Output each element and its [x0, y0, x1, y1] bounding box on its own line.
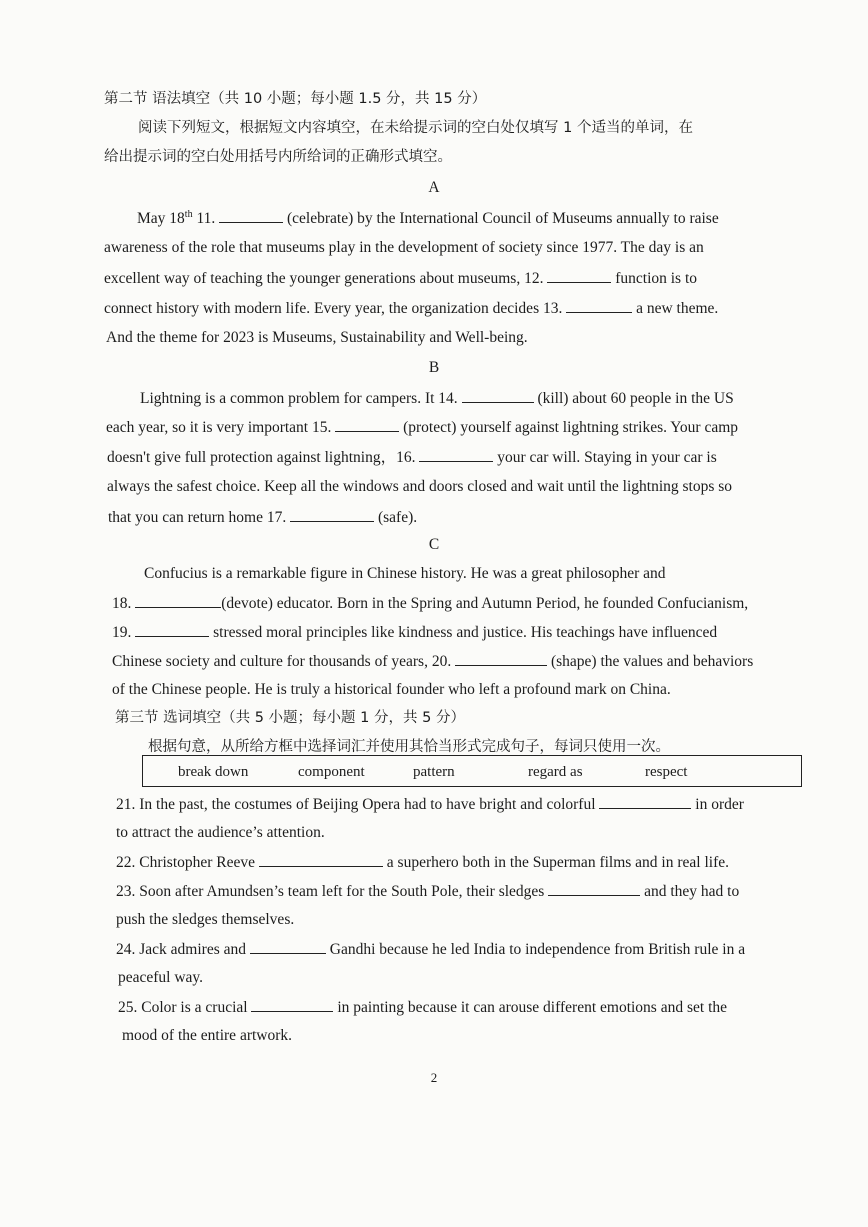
passage-c-line-2: 18. (devote) educator. Born in the Spring and Autumn Period, he founded Confucianism,	[112, 595, 749, 612]
passage-c-line-4: Chinese society and culture for thousands of years, 20. (shape) the values and behaviors	[112, 653, 754, 670]
passage-b-label: B	[428, 359, 440, 376]
answer-blank-24[interactable]	[250, 939, 326, 954]
passage-c-line-5: of the Chinese people. He is truly a historical founder who left a profound mark on China.	[112, 681, 671, 698]
answer-blank-16[interactable]	[419, 447, 493, 462]
answer-blank-17[interactable]	[290, 507, 374, 522]
passage-b-line-1: Lightning is a common problem for campers. It 14. (kill) about 60 people in the US	[140, 390, 734, 407]
section-2-instruction-line-1: 阅读下列短文，根据短文内容填空，在未给提示词的空白处仅填写 1 个适当的单词，在	[138, 120, 693, 136]
page-number: 2	[430, 1070, 438, 1085]
answer-blank-21[interactable]	[599, 794, 691, 809]
answer-blank-11[interactable]	[219, 208, 283, 223]
question-24-line-1: 24. Jack admires and Gandhi because he led India to independence from British rule in a	[116, 941, 746, 958]
passage-b-line-2: each year, so it is very important 15. (protect) yourself against lightning strikes. Your camp	[106, 419, 739, 436]
answer-blank-14[interactable]	[462, 388, 534, 403]
word-option-pattern: pattern	[413, 764, 455, 780]
answer-blank-19[interactable]	[135, 622, 209, 637]
answer-blank-23[interactable]	[548, 881, 640, 896]
question-22: 22. Christopher Reeve a superhero both in the Superman films and in real life.	[116, 854, 729, 871]
question-23-line-1: 23. Soon after Amundsen’s team left for the South Pole, their sledges and they had to	[116, 883, 740, 900]
word-option-respect: respect	[645, 764, 688, 780]
answer-blank-13[interactable]	[566, 298, 632, 313]
section-3-heading: 第三节 选词填空（共 5 小题；每小题 1 分，共 5 分）	[115, 710, 465, 726]
answer-blank-22[interactable]	[259, 852, 383, 867]
passage-a-label: A	[428, 179, 440, 196]
passage-a-line-4: connect history with modern life. Every year, the organization decides 13. a new theme.	[104, 300, 719, 317]
passage-c-line-3: 19. stressed moral principles like kindness and justice. His teachings have influenced	[112, 624, 718, 641]
passage-b-line-4: always the safest choice. Keep all the windows and doors closed and wait until the lightning stops so	[107, 478, 733, 495]
question-21-line-1: 21. In the past, the costumes of Beijing Opera had to have bright and colorful in order	[116, 796, 744, 813]
section-3-instruction: 根据句意，从所给方框中选择词汇并使用其恰当形式完成句子，每词只使用一次。	[148, 739, 670, 755]
section-2-heading: 第二节 语法填空（共 10 小题；每小题 1.5 分，共 15 分）	[104, 91, 487, 107]
answer-blank-25[interactable]	[251, 997, 333, 1012]
word-option-component: component	[298, 764, 365, 780]
question-25-line-2: mood of the entire artwork.	[122, 1027, 293, 1044]
answer-blank-15[interactable]	[335, 417, 399, 432]
answer-blank-20[interactable]	[455, 651, 547, 666]
question-23-line-2: push the sledges themselves.	[116, 911, 295, 928]
section-2-instruction-line-2: 给出提示词的空白处用括号内所给词的正确形式填空。	[104, 149, 452, 165]
question-21-line-2: to attract the audience’s attention.	[116, 824, 325, 841]
answer-blank-18[interactable]	[135, 593, 221, 608]
word-option-break-down: break down	[178, 764, 249, 780]
passage-b-line-5: that you can return home 17. (safe).	[108, 509, 418, 526]
passage-a-line-5: And the theme for 2023 is Museums, Sustainability and Well-being.	[106, 329, 528, 346]
passage-c-label: C	[428, 536, 440, 553]
passage-a-line-1: May 18th 11. (celebrate) by the International Council of Museums annually to raise	[137, 208, 719, 227]
answer-blank-12[interactable]	[547, 268, 611, 283]
word-bank-box	[142, 755, 802, 787]
passage-c-line-1: Confucius is a remarkable figure in Chinese history. He was a great philosopher and	[144, 565, 666, 582]
passage-b-line-3: doesn't give full protection against lightning，16. your car will. Staying in your car is	[107, 449, 717, 466]
passage-a-line-3: excellent way of teaching the younger generations about museums, 12. function is to	[104, 270, 698, 287]
question-25-line-1: 25. Color is a crucial in painting because it can arouse different emotions and set the	[118, 999, 728, 1016]
word-option-regard-as: regard as	[528, 764, 583, 780]
passage-a-line-2: awareness of the role that museums play in the development of society since 1977. The day is an	[104, 239, 704, 256]
question-24-line-2: peaceful way.	[118, 969, 204, 986]
